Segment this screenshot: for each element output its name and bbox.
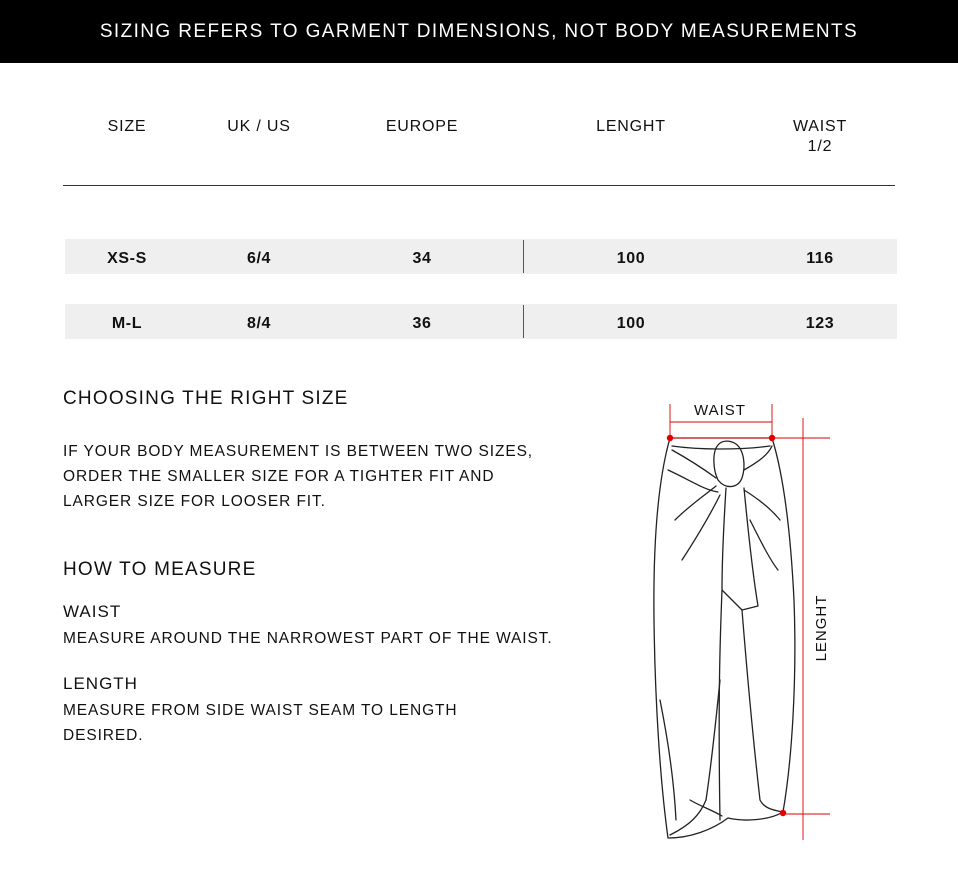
header-size: SIZE	[107, 118, 147, 135]
figure-waist-label: WAIST	[694, 402, 746, 419]
skirt-outline	[654, 438, 795, 838]
choosing-line: LARGER SIZE FOR LOOSER FIT.	[63, 493, 326, 510]
cell-length: 100	[616, 315, 646, 332]
length-line: DESIRED.	[63, 727, 144, 744]
length-marker-bottom	[780, 810, 786, 816]
cell-europe: 36	[412, 315, 432, 332]
cell-waist: 123	[805, 315, 835, 332]
knot	[714, 441, 744, 486]
column-divider	[523, 240, 524, 273]
figure-length-label: LENGHT	[813, 594, 830, 662]
cell-length: 100	[616, 250, 646, 267]
table-row	[65, 304, 897, 339]
skirt-diagram	[620, 390, 840, 845]
choosing-line: ORDER THE SMALLER SIZE FOR A TIGHTER FIT AND	[63, 468, 495, 485]
choosing-line: IF YOUR BODY MEASUREMENT IS BETWEEN TWO SIZES,	[63, 443, 534, 460]
waistband	[672, 446, 770, 449]
cell-size: XS-S	[107, 250, 147, 267]
length-line: MEASURE FROM SIDE WAIST SEAM TO LENGTH	[63, 702, 458, 719]
tie-tail	[722, 488, 758, 610]
how-to-measure-title: HOW TO MEASURE	[63, 559, 257, 580]
header-europe: EUROPE	[385, 118, 459, 135]
column-divider	[523, 305, 524, 338]
length-text	[63, 698, 457, 748]
table-row	[65, 239, 897, 274]
header-waist-half: 1/2	[807, 138, 833, 155]
header-uk-us: UK / US	[227, 118, 291, 135]
header-length: LENGHT	[596, 118, 666, 135]
choosing-title: CHOOSING THE RIGHT SIZE	[63, 388, 349, 409]
header-divider	[63, 185, 895, 186]
cell-size: M-L	[111, 315, 143, 332]
waist-marker-left	[667, 435, 673, 441]
length-title: LENGTH	[63, 674, 138, 693]
top-banner: SIZING REFERS TO GARMENT DIMENSIONS, NOT BODY MEASUREMENTS	[0, 0, 958, 63]
header-waist-label: WAIST	[792, 118, 848, 135]
cell-uk-us: 6/4	[246, 250, 272, 267]
waist-title: WAIST	[63, 602, 122, 621]
waist-text: MEASURE AROUND THE NARROWEST PART OF THE WAIST.	[63, 630, 553, 647]
cell-europe: 34	[412, 250, 432, 267]
waist-marker-right	[769, 435, 775, 441]
cell-uk-us: 8/4	[246, 315, 272, 332]
choosing-text	[63, 439, 533, 514]
header-waist	[780, 117, 860, 157]
cell-waist: 116	[806, 250, 834, 267]
